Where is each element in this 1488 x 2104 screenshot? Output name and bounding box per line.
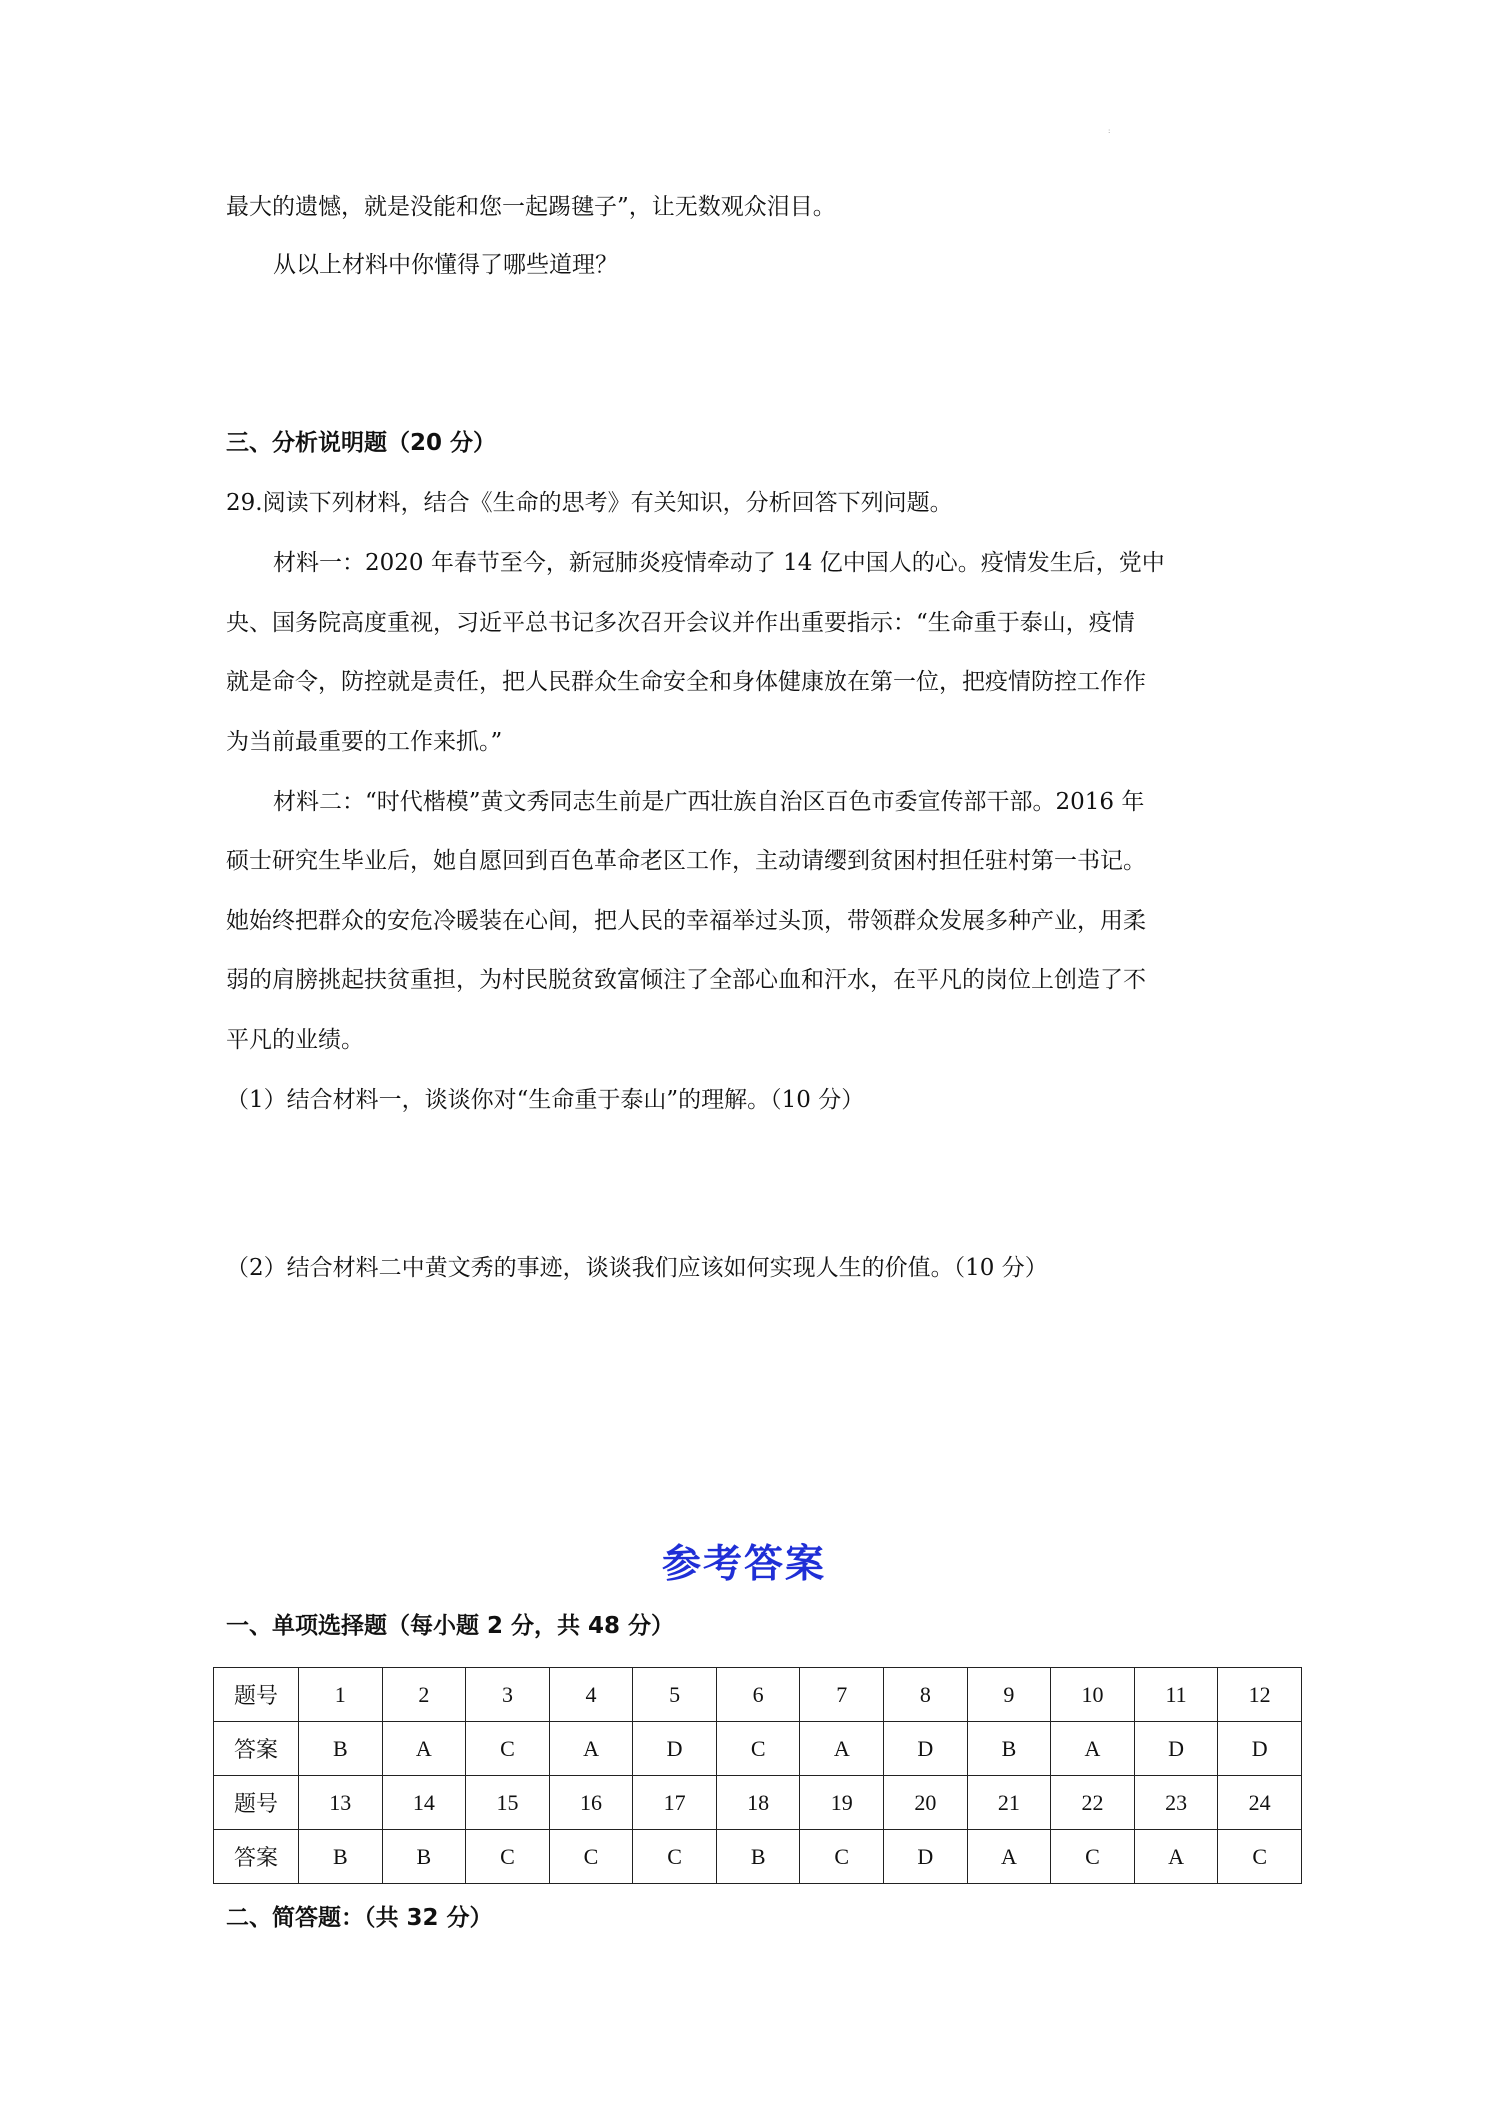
question-number: 6	[716, 1668, 800, 1722]
material2-line-4: 弱的肩膀挑起扶贫重担，为村民脱贫致富倾注了全部心血和汗水，在平凡的岗位上创造了不	[226, 967, 1146, 993]
q29-intro: 29.阅读下列材料，结合《生命的思考》有关知识，分析回答下列问题。	[226, 490, 953, 516]
answer-cell: D	[633, 1722, 717, 1776]
q28-text-tail: 最大的遗憾，就是没能和您一起踢毽子”，让无数观众泪目。	[226, 194, 836, 220]
table-row	[214, 1776, 1302, 1830]
answer-cell: A	[549, 1722, 633, 1776]
material1-line-3: 就是命令，防控就是责任，把人民群众生命安全和身体健康放在第一位，把疫情防控工作作	[226, 669, 1146, 695]
question-number: 23	[1134, 1776, 1218, 1830]
subquestion-2: （2）结合材料二中黄文秀的事迹，谈谈我们应该如何实现人生的价值。（10 分）	[226, 1255, 1048, 1281]
answer-cell: B	[299, 1830, 383, 1884]
question-number: 13	[299, 1776, 383, 1830]
answer-cell: B	[967, 1722, 1051, 1776]
answer-cell: A	[1051, 1722, 1135, 1776]
answer-cell: D	[1134, 1722, 1218, 1776]
question-number: 2	[382, 1668, 466, 1722]
answer-cell: C	[800, 1830, 884, 1884]
section3-heading: 三、分析说明题（20 分）	[226, 430, 497, 456]
answers-section2-heading: 二、简答题：（共 32 分）	[226, 1905, 493, 1931]
material1-line-1: 材料一：2020 年春节至今，新冠肺炎疫情牵动了 14 亿中国人的心。疫情发生后，党中	[273, 550, 1165, 576]
material1-line-2: 央、国务院高度重视，习近平总书记多次召开会议并作出重要指示：“生命重于泰山，疫情	[226, 610, 1135, 636]
question-number: 8	[884, 1668, 968, 1722]
answer-cell: A	[800, 1722, 884, 1776]
material2-line-5: 平凡的业绩。	[226, 1027, 364, 1053]
answer-cell: B	[299, 1722, 383, 1776]
question-number: 3	[466, 1668, 550, 1722]
question-number: 9	[967, 1668, 1051, 1722]
question-number: 18	[716, 1776, 800, 1830]
question-number: 1	[299, 1668, 383, 1722]
question-number: 11	[1134, 1668, 1218, 1722]
answer-cell: D	[1218, 1722, 1302, 1776]
page-corner-mark: :	[1108, 127, 1111, 135]
answer-cell: D	[884, 1722, 968, 1776]
question-number: 19	[800, 1776, 884, 1830]
answer-cell: C	[716, 1722, 800, 1776]
question-number: 22	[1051, 1776, 1135, 1830]
answer-cell: C	[466, 1722, 550, 1776]
row-label: 答案	[214, 1830, 299, 1884]
answer-cell: C	[1218, 1830, 1302, 1884]
table-row	[214, 1722, 1302, 1776]
material2-line-1: 材料二：“时代楷模”黄文秀同志生前是广西壮族自治区百色市委宣传部干部。2016 年	[273, 789, 1145, 815]
answer-cell: C	[549, 1830, 633, 1884]
question-number: 14	[382, 1776, 466, 1830]
question-number: 15	[466, 1776, 550, 1830]
answer-cell: C	[1051, 1830, 1135, 1884]
answer-cell: D	[884, 1830, 968, 1884]
answer-cell: A	[967, 1830, 1051, 1884]
answer-cell: B	[382, 1830, 466, 1884]
answer-cell: C	[466, 1830, 550, 1884]
answer-table	[213, 1667, 1302, 1884]
question-number: 24	[1218, 1776, 1302, 1830]
question-number: 4	[549, 1668, 633, 1722]
row-label: 题号	[214, 1668, 299, 1722]
table-row	[214, 1830, 1302, 1884]
answers-title: 参考答案	[661, 1542, 826, 1587]
question-number: 7	[800, 1668, 884, 1722]
material1-line-4: 为当前最重要的工作来抓。”	[226, 729, 503, 755]
question-number: 5	[633, 1668, 717, 1722]
material2-line-2: 硕士研究生毕业后，她自愿回到百色革命老区工作，主动请缨到贫困村担任驻村第一书记。	[226, 848, 1146, 874]
q28-question: 从以上材料中你懂得了哪些道理？	[273, 252, 618, 278]
answer-cell: C	[633, 1830, 717, 1884]
question-number: 17	[633, 1776, 717, 1830]
question-number: 10	[1051, 1668, 1135, 1722]
answer-cell: A	[1134, 1830, 1218, 1884]
question-number: 16	[549, 1776, 633, 1830]
row-label: 答案	[214, 1722, 299, 1776]
answer-cell: B	[716, 1830, 800, 1884]
answers-section1-heading: 一、单项选择题（每小题 2 分，共 48 分）	[226, 1613, 675, 1639]
row-label: 题号	[214, 1776, 299, 1830]
question-number: 20	[884, 1776, 968, 1830]
question-number: 21	[967, 1776, 1051, 1830]
subquestion-1: （1）结合材料一，谈谈你对“生命重于泰山”的理解。（10 分）	[226, 1087, 865, 1113]
question-number: 12	[1218, 1668, 1302, 1722]
answer-cell: A	[382, 1722, 466, 1776]
material2-line-3: 她始终把群众的安危冷暖装在心间，把人民的幸福举过头顶，带领群众发展多种产业，用柔	[226, 908, 1146, 934]
table-row	[214, 1668, 1302, 1722]
